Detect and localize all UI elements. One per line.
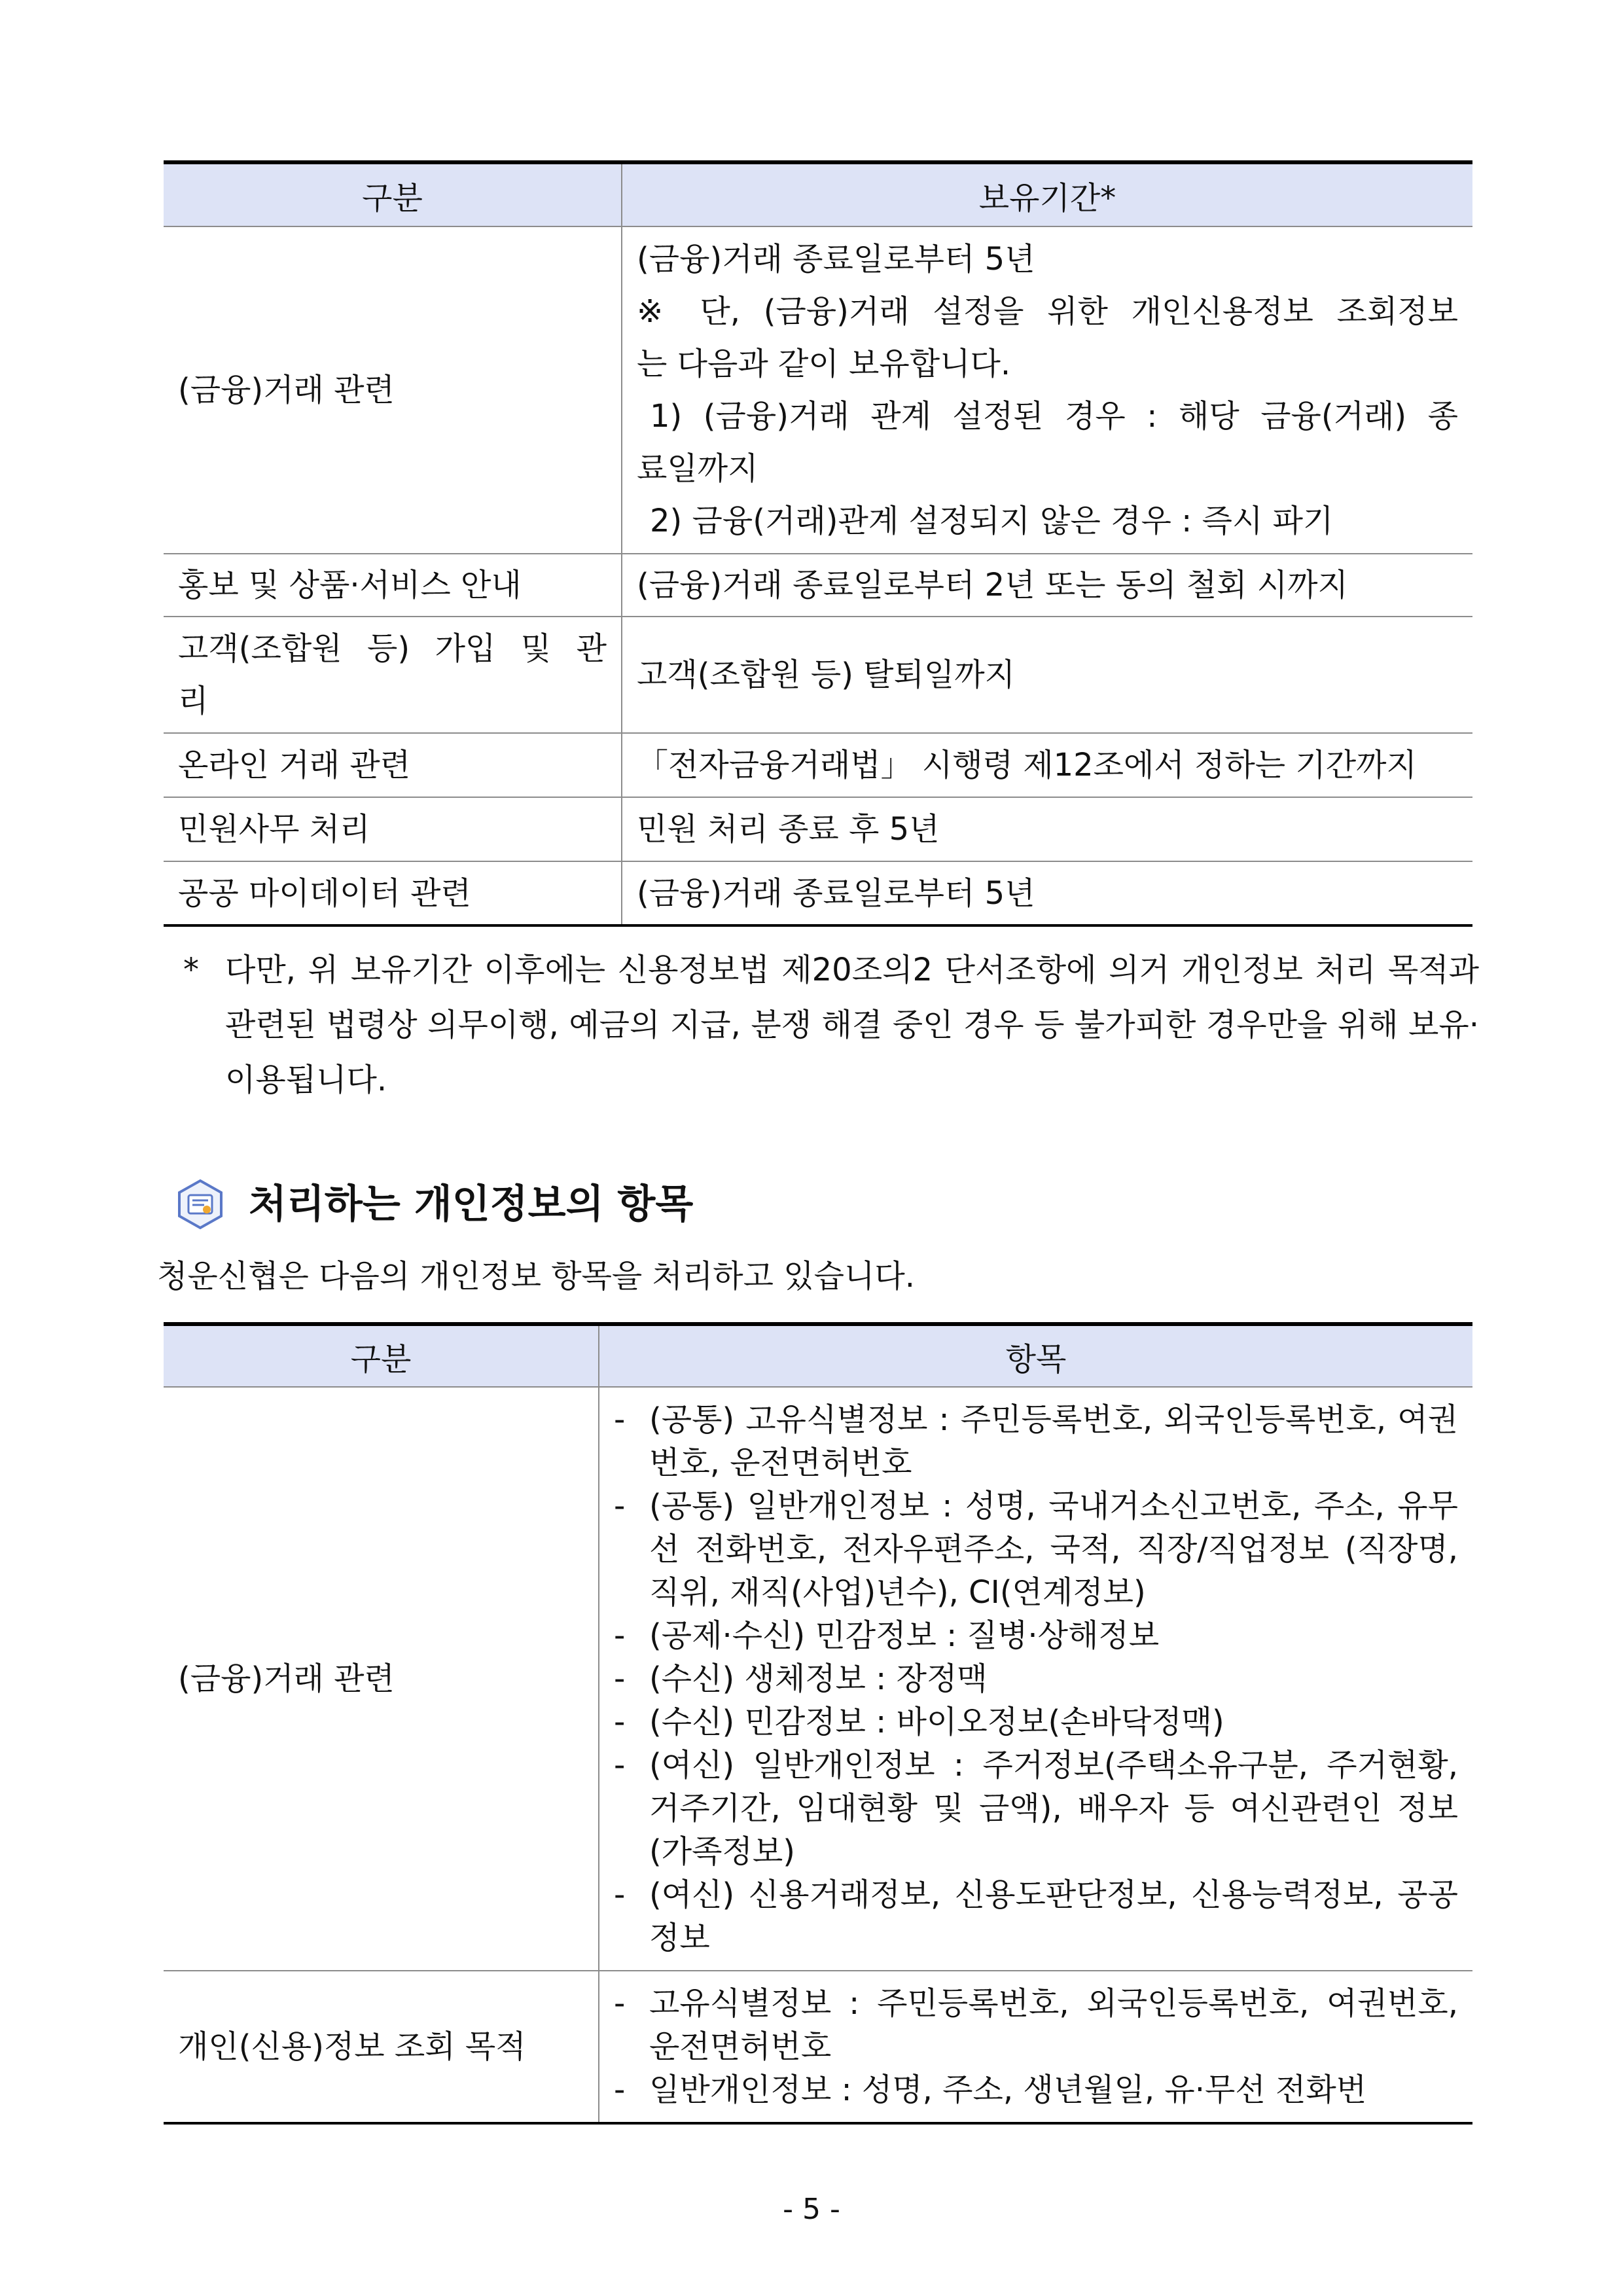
- list-item: - (여신) 신용거래정보, 신용도판단정보, 신용능력정보, 공공정보: [614, 1876, 1458, 1956]
- folder-document-icon: [174, 1178, 226, 1230]
- list-item: - (공제·수신) 민감정보 : 질병·상해정보: [614, 1617, 1160, 1654]
- row-category: 홍보 및 상품·서비스 안내: [164, 554, 622, 617]
- retention-line: (금융)거래 종료일로부터 5년: [637, 241, 1035, 278]
- row-category: 개인(신용)정보 조회 목적: [164, 1971, 599, 2123]
- category-line: 고객(조합원 등) 가입 및 관: [178, 630, 607, 667]
- list-item: - (수신) 생체정보 : 장정맥: [614, 1660, 988, 1697]
- header-retention-period: 보유기간*: [622, 162, 1472, 226]
- list-item: - 고유식별정보 : 주민등록번호, 외국인등록번호, 여권번호, 운전면허번호: [614, 1985, 1458, 2065]
- section-intro: 청운신협은 다음의 개인정보 항목을 처리하고 있습니다.: [157, 1258, 916, 1295]
- footnote-marker: *: [183, 952, 199, 988]
- header-items: 항목: [599, 1324, 1472, 1387]
- list-item: - (공통) 일반개인정보 : 성명, 국내거소신고번호, 주소, 유무선 전화번호, 전자우편주소, 국적, 직장/직업정보 (직장명, 직위, 재직(사업)년수), CI(연계정보): [614, 1488, 1458, 1611]
- retention-footnote: [183, 942, 1479, 1107]
- row-items: [599, 1971, 1472, 2123]
- retention-line: 2) 금융(거래)관계 설정되지 않은 경우 : 즉시 파기: [650, 503, 1334, 539]
- page-number: - 5 -: [783, 2193, 840, 2226]
- row-retention: [622, 226, 1472, 554]
- list-item: - (수신) 민감정보 : 바이오정보(손바닥정맥): [614, 1704, 1224, 1740]
- list-item: - (여신) 일반개인정보 : 주거정보(주택소유구분, 주거현황, 거주기간, 임대현황 및 금액), 배우자 등 여신관련인 정보(가족정보): [614, 1747, 1458, 1870]
- row-retention: 「전자금융거래법」 시행령 제12조에서 정하는 기간까지: [622, 733, 1472, 797]
- row-category: (금융)거래 관련: [164, 226, 622, 554]
- row-category: (금융)거래 관련: [164, 1387, 599, 1971]
- category-line: 리: [178, 683, 209, 719]
- retention-line: 는 다음과 같이 보유합니다.: [637, 346, 1011, 382]
- retention-line: ※ 단, (금융)거래 설정을 위한 개인신용정보 조회정보: [637, 293, 1458, 330]
- footnote-text: 다만, 위 보유기간 이후에는 신용정보법 제20조의2 단서조항에 의거 개인정보 처리 목적과 관련된 법령상 의무이행, 예금의 지급, 분쟁 해결 중인 경우 등 불가피한 경우만을 위해 보유·이용됩니다.: [225, 952, 1479, 1098]
- retention-table: [164, 160, 1472, 927]
- row-retention: (금융)거래 종료일로부터 2년 또는 동의 철회 시까지: [622, 554, 1472, 617]
- personal-info-items-table: [164, 1322, 1472, 2125]
- row-category: 민원사무 처리: [164, 797, 622, 861]
- row-items: [599, 1387, 1472, 1971]
- header-category: 구분: [164, 1324, 599, 1387]
- retention-line: 료일까지: [637, 450, 758, 487]
- list-item: - 일반개인정보 : 성명, 주소, 생년월일, 유·무선 전화번: [614, 2072, 1367, 2108]
- header-category: 구분: [164, 162, 622, 226]
- row-retention: (금융)거래 종료일로부터 5년: [622, 861, 1472, 925]
- list-item: - (공통) 고유식별정보 : 주민등록번호, 외국인등록번호, 여권번호, 운전면허번호: [614, 1401, 1458, 1481]
- row-category: [164, 617, 622, 733]
- row-category: 온라인 거래 관련: [164, 733, 622, 797]
- row-category: 공공 마이데이터 관련: [164, 861, 622, 925]
- row-retention: 고객(조합원 등) 탈퇴일까지: [622, 617, 1472, 733]
- row-retention: 민원 처리 종료 후 5년: [622, 797, 1472, 861]
- retention-line: 1) (금융)거래 관계 설정된 경우 : 해당 금융(거래) 종: [650, 398, 1458, 435]
- section-title: 처리하는 개인정보의 항목: [249, 1181, 694, 1227]
